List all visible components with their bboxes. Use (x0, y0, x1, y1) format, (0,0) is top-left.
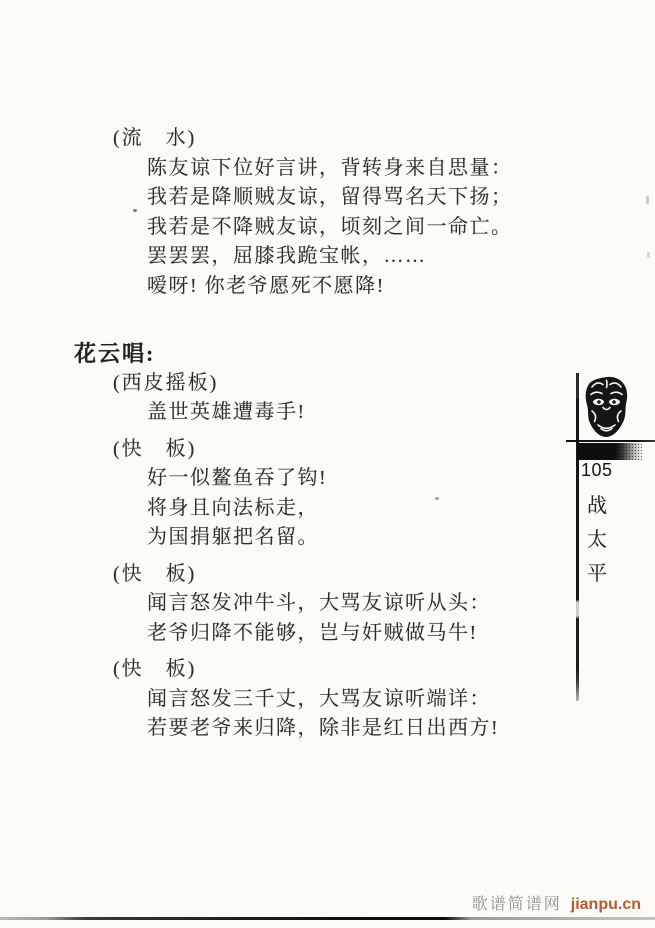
lyric-line: 老爷归降不能够，岂与奸贼做马牛! (147, 621, 478, 644)
lyric-line: 将身且向法标走， (147, 496, 319, 519)
stage-direction: (快 板) (113, 437, 197, 460)
bottom-rule (0, 917, 655, 920)
watermark-site-name: 歌谱简谱网 (471, 896, 562, 913)
watermark (472, 896, 641, 914)
lyric-line: 我若是不降贼友谅，顷刻之间一命亡。 (147, 215, 513, 238)
lyric-line: 罢罢罢，屈膝我跪宝帐，…… (147, 245, 427, 267)
sidebar-black-bar (577, 443, 643, 460)
lyric-line: 好一似鳌鱼吞了钩! (147, 467, 328, 489)
book-title-char: 平 (587, 563, 607, 585)
scan-speckle (647, 252, 650, 258)
lyric-line: 闻言怒发冲牛斗，大骂友谅听从头： (147, 592, 491, 614)
book-title-char: 战 (587, 495, 607, 517)
stage-direction: (快 板) (113, 562, 197, 585)
singer-header: 花云唱: (74, 341, 156, 366)
sidebar-horizontal-rule (566, 440, 655, 442)
lyric-line: 嗳呀! 你老爷愿死不愿降! (147, 274, 385, 297)
lyric-line: 若要老爷来归降，除非是红日出西方! (147, 717, 500, 739)
stage-direction: (快 板) (113, 658, 197, 680)
scan-speckle (435, 497, 439, 500)
lyric-line: 为国捐躯把名留。 (147, 526, 319, 548)
book-title-char: 太 (587, 529, 607, 551)
lyrics-block (0, 124, 570, 744)
scan-speckle (646, 196, 649, 204)
watermark-site-url: jianpu.cn (570, 896, 641, 913)
stage-direction: (流 水) (113, 127, 197, 149)
stage-direction: (西皮摇板) (113, 371, 219, 394)
sidebar-vertical-rule (576, 373, 579, 701)
lyric-line: 陈友谅下位好言讲，背转身来自思量： (147, 156, 513, 179)
lyric-line: 我若是降顺贼友谅，留得骂名天下扬； (147, 186, 513, 208)
page-number: 105 (581, 460, 613, 480)
lyric-line: 盖世英雄遭毒手! (147, 401, 306, 423)
book-title-vertical (587, 496, 607, 584)
lyric-line: 闻言怒发三千丈，大骂友谅听端详： (147, 687, 491, 710)
scan-speckle (133, 209, 137, 212)
opera-mask-stamp-icon (583, 376, 630, 438)
